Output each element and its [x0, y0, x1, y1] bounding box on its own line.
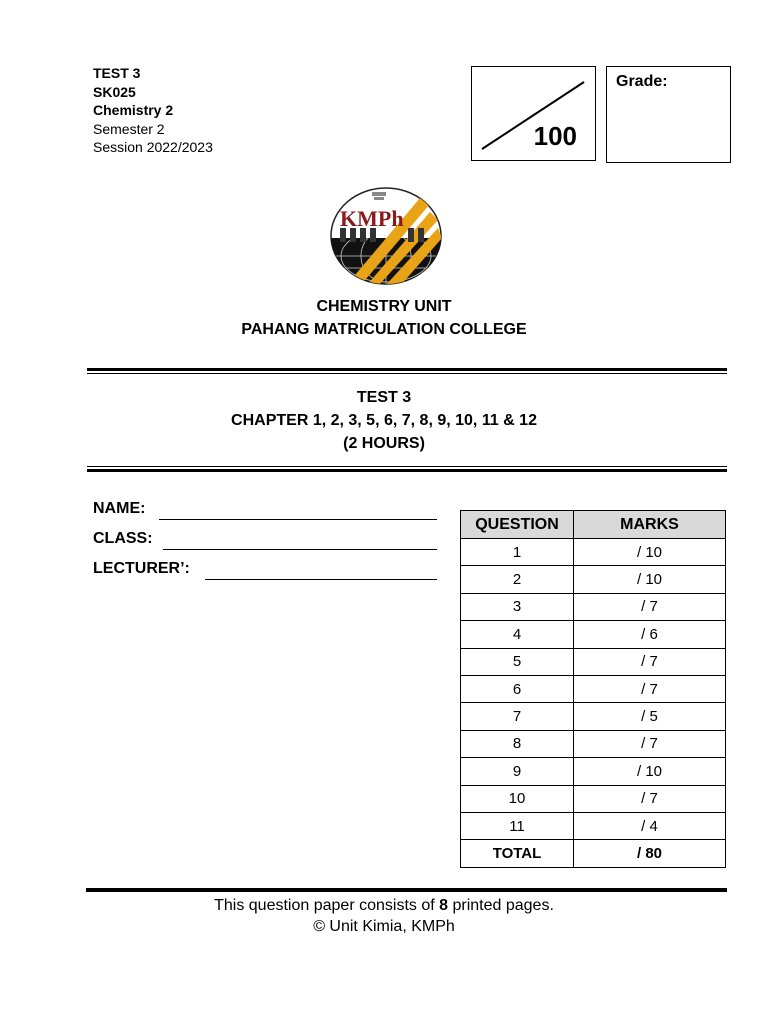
question-marks: / 7	[574, 675, 726, 702]
question-number: 7	[461, 703, 574, 730]
table-row	[461, 703, 726, 730]
question-number: 11	[461, 812, 574, 839]
marks-header: MARKS	[574, 511, 726, 539]
question-header: QUESTION	[461, 511, 574, 539]
course-code: SK025	[93, 83, 136, 100]
total-label: TOTAL	[461, 840, 574, 867]
question-marks: / 7	[574, 648, 726, 675]
question-number: 2	[461, 566, 574, 593]
question-number: 1	[461, 539, 574, 566]
question-number: 5	[461, 648, 574, 675]
table-row	[461, 785, 726, 812]
question-number: 9	[461, 758, 574, 785]
question-marks: / 7	[574, 593, 726, 620]
table-row	[461, 648, 726, 675]
lecturer-field[interactable]	[205, 579, 437, 580]
question-marks: / 7	[574, 785, 726, 812]
page-count-note	[0, 897, 768, 915]
paper-info	[93, 64, 213, 157]
name-field[interactable]	[159, 519, 437, 520]
total-row	[461, 840, 726, 867]
unit-title: CHEMISTRY UNIT	[316, 298, 452, 315]
question-number: 3	[461, 593, 574, 620]
table-row	[461, 593, 726, 620]
grade-label: Grade:	[616, 73, 668, 90]
table-row	[461, 675, 726, 702]
college-logo	[330, 186, 442, 286]
footer-divider	[86, 888, 727, 892]
session: Session 2022/2023	[93, 139, 213, 155]
total-marks: / 80	[574, 840, 726, 867]
lecturer-label: LECTURER’:	[93, 560, 190, 577]
question-number: 6	[461, 675, 574, 702]
page-count-prefix: This question paper consists of	[214, 897, 440, 914]
semester: Semester 2	[93, 120, 165, 137]
table-row	[461, 566, 726, 593]
divider-top	[87, 368, 727, 374]
table-header-row	[461, 511, 726, 539]
score-box	[471, 66, 596, 161]
grade-box	[606, 66, 731, 163]
class-field[interactable]	[163, 549, 437, 550]
college-title: PAHANG MATRICULATION COLLEGE	[241, 321, 527, 338]
marks-table	[460, 510, 726, 868]
divider-bottom	[87, 466, 727, 472]
question-marks: / 6	[574, 621, 726, 648]
test-chapters: CHAPTER 1, 2, 3, 5, 6, 7, 8, 9, 10, 11 & 12	[231, 412, 537, 429]
course-name: Chemistry 2	[93, 102, 174, 118]
question-marks: / 10	[574, 566, 726, 593]
table-row	[461, 812, 726, 839]
table-row	[461, 621, 726, 648]
test-title: TEST 3	[356, 389, 412, 406]
class-label: CLASS:	[93, 530, 153, 547]
copyright: © Unit Kimia, KMPh	[313, 918, 455, 935]
question-marks: / 7	[574, 730, 726, 757]
question-number: 10	[461, 785, 574, 812]
page-count: 8	[439, 897, 449, 914]
page-count-suffix: printed pages.	[448, 897, 554, 914]
question-marks: / 5	[574, 703, 726, 730]
table-row	[461, 758, 726, 785]
question-marks: / 10	[574, 539, 726, 566]
question-number: 4	[461, 621, 574, 648]
logo-text: KMPh	[340, 206, 404, 231]
name-label: NAME:	[93, 500, 146, 517]
test-duration: (2 HOURS)	[343, 435, 425, 452]
question-number: 8	[461, 730, 574, 757]
question-marks: / 10	[574, 758, 726, 785]
test-label: TEST 3	[93, 65, 141, 81]
question-marks: / 4	[574, 812, 726, 839]
score-total: 100	[533, 121, 577, 151]
table-row	[461, 539, 726, 566]
table-row	[461, 730, 726, 757]
